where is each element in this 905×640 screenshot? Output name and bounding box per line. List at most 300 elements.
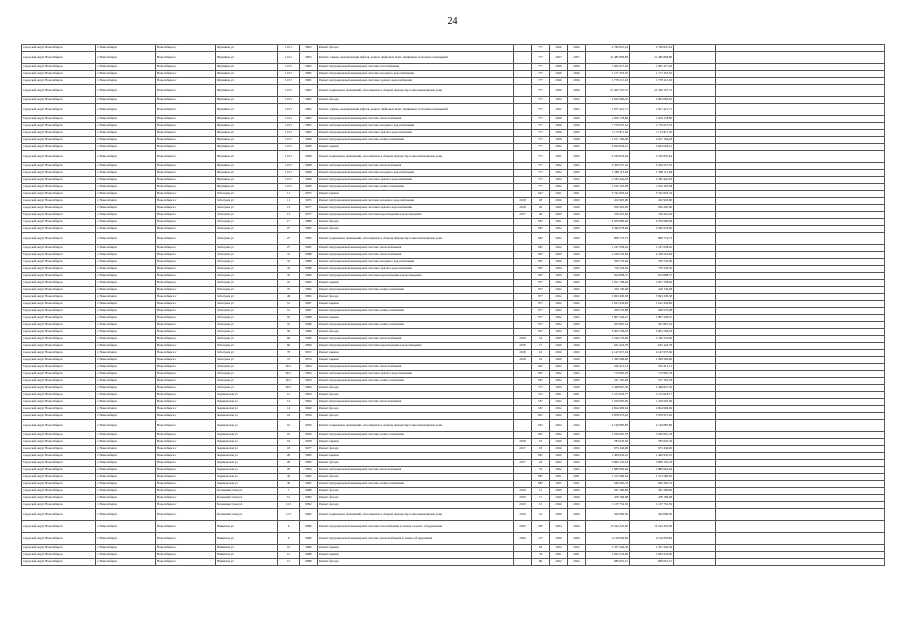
cell-settlement: г. Новосибирск (96, 357, 156, 364)
table-row (22, 198, 885, 205)
cell-year-to: 2021 (568, 392, 586, 399)
cell-cost: 358 745,09 (586, 259, 630, 266)
cell-house: 16 (278, 420, 300, 432)
cell-house: 115/1 (278, 184, 300, 191)
cell-locality: Новосибирск г (156, 259, 216, 266)
cell-house: 115/1 (278, 177, 300, 184)
cell-note (716, 322, 885, 329)
cell-note (716, 502, 885, 509)
cell-work-type: Ремонт внутридомовой инженерной системы горячего водоснабжения (318, 205, 514, 212)
cell-house-code: 9977 (300, 205, 318, 212)
cell-cost-total: 2 844 990,94 (630, 406, 674, 413)
cell-work-type: Ремонт крыши (318, 439, 514, 446)
cell-house: 18 (278, 446, 300, 453)
cell-work-type: Ремонт внутридомовой инженерной системы теплоснабжения (318, 399, 514, 406)
cell-year-built (514, 432, 532, 439)
cell-year-to: 2026 (568, 116, 586, 123)
cell-settlement: г. Новосибирск (96, 273, 156, 280)
cell-note (716, 474, 885, 481)
cell-locality: Новосибирск г (156, 85, 216, 97)
cell-cost-extra (674, 460, 716, 467)
cell-cost-total: 625 424,78 (630, 343, 674, 350)
cell-cost-extra (674, 521, 716, 533)
cell-year-from: 2022 (550, 467, 568, 474)
cell-house: 113/1 (278, 71, 300, 78)
cell-cost-total: 4 147 657,94 (630, 350, 674, 357)
cell-cost: 364 080,30 (586, 509, 630, 521)
cell-cost-extra (674, 226, 716, 233)
cell-cost-total: 478 186,08 (630, 495, 674, 502)
cell-cost: 529 413,12 (586, 364, 630, 371)
table-row (22, 308, 885, 315)
cell-house-code: 9958 (300, 439, 318, 446)
cell-work-type: Ремонт фасада (318, 460, 514, 467)
cell-year-to: 2020 (568, 446, 586, 453)
cell-work-type: Ремонт внутридомовой инженерной системы теплоснабжения и замена оборудования (318, 533, 514, 545)
cell-wear: 877 (532, 329, 550, 336)
cell-wear: 807 (532, 266, 550, 273)
cell-note (716, 184, 885, 191)
cell-house-code: 9968 (300, 144, 318, 151)
cell-year-from: 2022 (550, 399, 568, 406)
cell-note (716, 52, 885, 64)
cell-year-to: 2022 (568, 177, 586, 184)
cell-work-type: Ремонт внутридомовой инженерной системы холодного водоснабжения (318, 198, 514, 205)
cell-locality: Новосибирск г (156, 413, 216, 420)
cell-cost-total: 1 137 752,59 (630, 502, 674, 509)
cell-work-type: Ремонт внутридомовой инженерной системы водоотведения и водоотведения (318, 212, 514, 219)
cell-year-to: 2026 (568, 123, 586, 130)
cell-house-code: 9977 (300, 212, 318, 219)
cell-street: Зыряновская ул (216, 453, 278, 460)
cell-year-to: 2022 (568, 467, 586, 474)
cell-locality: Новосибирск г (156, 502, 216, 509)
cell-cost-extra (674, 350, 716, 357)
table-row (22, 559, 885, 566)
cell-wear: 777 (532, 52, 550, 64)
cell-house-code: 9994 (300, 392, 318, 399)
cell-cost-total: 3 898 135,18 (630, 460, 674, 467)
cell-work-type: Ремонт, замена, модернизация лифтов, ремонт лифтовых шахт, машинных и блочных помещений (318, 52, 514, 64)
cell-cost: 452 995,90 (586, 198, 630, 205)
cell-note (716, 545, 885, 552)
cell-settlement: г. Новосибирск (96, 371, 156, 378)
cell-municipality: городской округ Новосибирск (22, 364, 96, 371)
cell-work-type: Ремонт внутридомовой инженерной системы водоотведения и водоотведения (318, 343, 514, 350)
cell-cost: 2 169 832,64 (586, 151, 630, 163)
cell-cost: 1 843 243,00 (586, 552, 630, 559)
cell-street: Забалуева ул (216, 212, 278, 219)
cell-note (716, 378, 885, 385)
cell-cost-total: 1 807 246,47 (630, 315, 674, 322)
cell-year-to: 2022 (568, 280, 586, 287)
cell-cost: 1 782 442,93 (586, 177, 630, 184)
cell-note (716, 453, 885, 460)
cell-settlement: г. Новосибирск (96, 481, 156, 488)
cell-cost: 1 778 115,63 (586, 78, 630, 85)
cell-street: Никитина ул (216, 559, 278, 566)
cell-house: 55 (278, 322, 300, 329)
cell-street: Забалуева ул (216, 308, 278, 315)
cell-year-to: 2020 (568, 502, 586, 509)
cell-house: 30 (278, 481, 300, 488)
cell-work-type: Ремонт фасада (318, 488, 514, 495)
cell-year-built (514, 151, 532, 163)
cell-note (716, 273, 885, 280)
cell-work-type: Ремонт внутридомовой инженерной системы электроснабжения (318, 481, 514, 488)
cell-settlement: г. Новосибирск (96, 552, 156, 559)
cell-year-to: 2022 (568, 432, 586, 439)
cell-house: 112/1 (278, 45, 300, 52)
cell-cost-total: 814 808,37 (630, 273, 674, 280)
cell-cost-total: 358 745,09 (630, 259, 674, 266)
cell-note (716, 432, 885, 439)
cell-note (716, 151, 885, 163)
cell-wear: 28 (532, 212, 550, 219)
cell-locality: Новосибирск г (156, 71, 216, 78)
cell-house: 35 (278, 273, 300, 280)
cell-year-to: 2020 (568, 495, 586, 502)
cell-year-to: 2020 (568, 357, 586, 364)
cell-cost-total: 1 513 580,02 (630, 474, 674, 481)
cell-cost-extra (674, 198, 716, 205)
cell-work-type: Ремонт подвальных помещений, относящихся к общему имуществу в многоквартирном доме (318, 151, 514, 163)
cell-cost-total: 3 843 200,58 (630, 294, 674, 301)
cell-cost-total: 956 265,00 (630, 205, 674, 212)
cell-house-code: 9985 (300, 233, 318, 245)
cell-house-code: 9977 (300, 446, 318, 453)
cell-settlement: г. Новосибирск (96, 137, 156, 144)
cell-year-from: 2022 (550, 287, 568, 294)
cell-year-built: 2018 (514, 357, 532, 364)
cell-settlement: г. Новосибирск (96, 308, 156, 315)
cell-settlement: г. Новосибирск (96, 488, 156, 495)
cell-year-from: 2026 (550, 78, 568, 85)
cell-cost: 318 455,92 (586, 212, 630, 219)
cell-wear: 16 (532, 509, 550, 521)
cell-cost: 505 881,32 (586, 322, 630, 329)
table-row (22, 123, 885, 130)
cell-house: 51 (278, 308, 300, 315)
cell-cost-total: 1 817 708,46 (630, 280, 674, 287)
table-row (22, 509, 885, 521)
cell-wear: 877 (532, 287, 550, 294)
cell-year-built (514, 301, 532, 308)
table-row (22, 552, 885, 559)
cell-street: Зыряновская ул (216, 460, 278, 467)
cell-street: Забалуева ул (216, 378, 278, 385)
cell-house-code: 9998 (300, 322, 318, 329)
cell-house: 12 (278, 552, 300, 559)
cell-note (716, 45, 885, 52)
cell-year-to: 2022 (568, 371, 586, 378)
cell-year-to: 2022 (568, 104, 586, 116)
cell-settlement: г. Новосибирск (96, 364, 156, 371)
cell-locality: Новосибирск г (156, 545, 216, 552)
cell-work-type: Ремонт крыши (318, 357, 514, 364)
cell-note (716, 252, 885, 259)
table-row (22, 104, 885, 116)
cell-year-from: 2022 (550, 322, 568, 329)
cell-house: 27 (278, 233, 300, 245)
cell-wear: 777 (532, 71, 550, 78)
table-row (22, 163, 885, 170)
cell-locality: Новосибирск г (156, 212, 216, 219)
cell-house: 90/1 (278, 364, 300, 371)
cell-cost: 1 259 605,09 (586, 399, 630, 406)
cell-year-from: 2022 (550, 151, 568, 163)
table-row (22, 446, 885, 453)
cell-settlement: г. Новосибирск (96, 378, 156, 385)
cell-note (716, 71, 885, 78)
cell-note (716, 385, 885, 392)
cell-house-code: 9990 (300, 495, 318, 502)
cell-note (716, 233, 885, 245)
cell-work-type: Ремонт фасада (318, 446, 514, 453)
cell-wear: 777 (532, 137, 550, 144)
cell-municipality: городской округ Новосибирск (22, 521, 96, 533)
cell-cost-extra (674, 151, 716, 163)
cell-municipality: городской округ Новосибирск (22, 78, 96, 85)
cell-wear: 28 (532, 198, 550, 205)
cell-work-type: Ремонт фасада (318, 413, 514, 420)
cell-year-from: 2020 (550, 343, 568, 350)
cell-house-code: 9988 (300, 488, 318, 495)
cell-locality: Новосибирск г (156, 315, 216, 322)
cell-work-type: Ремонт внутридомовой инженерной системы теплоснабжения (318, 336, 514, 343)
cell-cost: 1 177 353,55 (586, 71, 630, 78)
cell-locality: Новосибирск г (156, 287, 216, 294)
cell-year-built (514, 385, 532, 392)
cell-municipality: городской округ Новосибирск (22, 432, 96, 439)
table-row (22, 481, 885, 488)
cell-street: Забалуева ул (216, 266, 278, 273)
cell-street: Забалуева ул (216, 350, 278, 357)
cell-street: Забалуева ул (216, 205, 278, 212)
cell-work-type: Ремонт внутридомовой инженерной системы электроснабжения (318, 322, 514, 329)
cell-settlement: г. Новосибирск (96, 467, 156, 474)
cell-municipality: городской округ Новосибирск (22, 460, 96, 467)
cell-work-type: Ремонт внутридомовой инженерной системы электроснабжения (318, 184, 514, 191)
cell-work-type: Ремонт крыши (318, 315, 514, 322)
cell-year-built (514, 45, 532, 52)
cell-year-built (514, 177, 532, 184)
cell-wear: 63 (532, 545, 550, 552)
cell-street: Большевистская ул (216, 495, 278, 502)
cell-wear: 887 (532, 481, 550, 488)
cell-year-built (514, 123, 532, 130)
cell-cost-total: 418 130,48 (630, 287, 674, 294)
cell-work-type: Ремонт внутридомовой инженерной системы теплоснабжения (318, 163, 514, 170)
cell-work-type: Ремонт внутридомовой инженерной системы холодного водоснабжения (318, 170, 514, 177)
cell-municipality: городской округ Новосибирск (22, 52, 96, 64)
cell-wear: 777 (532, 123, 550, 130)
cell-settlement: г. Новосибирск (96, 336, 156, 343)
cell-wear: 777 (532, 184, 550, 191)
cell-house: 113/1 (278, 64, 300, 71)
cell-locality: Новосибирск г (156, 371, 216, 378)
cell-house: 55 (278, 315, 300, 322)
cell-cost: 675 346,00 (586, 446, 630, 453)
table-row (22, 364, 885, 371)
cell-municipality: городской округ Новосибирск (22, 233, 96, 245)
cell-note (716, 259, 885, 266)
cell-wear: 777 (532, 64, 550, 71)
cell-settlement: г. Новосибирск (96, 266, 156, 273)
cell-note (716, 521, 885, 533)
cell-house: 112/1 (278, 52, 300, 64)
table-row (22, 170, 885, 177)
cell-year-to: 2021 (568, 552, 586, 559)
cell-house-code: 9965 (300, 71, 318, 78)
cell-cost-extra (674, 301, 716, 308)
cell-year-from: 2020 (550, 336, 568, 343)
cell-cost-extra (674, 392, 716, 399)
cell-street: Забалуева ул (216, 343, 278, 350)
cell-municipality: городской округ Новосибирск (22, 191, 96, 198)
cell-cost: 1 657 421,71 (586, 104, 630, 116)
cell-municipality: городской округ Новосибирск (22, 481, 96, 488)
cell-year-built (514, 329, 532, 336)
table-row (22, 329, 885, 336)
cell-note (716, 406, 885, 413)
cell-year-from: 2022 (550, 315, 568, 322)
cell-cost-extra (674, 545, 716, 552)
cell-municipality: городской округ Новосибирск (22, 378, 96, 385)
cell-cost-extra (674, 453, 716, 460)
cell-work-type: Ремонт внутридомовой инженерной системы теплоснабжения (318, 467, 514, 474)
cell-work-type: Ремонт фасада (318, 495, 514, 502)
cell-house: 113/1 (278, 78, 300, 85)
cell-municipality: городской округ Новосибирск (22, 130, 96, 137)
table-row (22, 406, 885, 413)
cell-year-from: 2020 (550, 212, 568, 219)
cell-year-built: 2017 (514, 212, 532, 219)
table-row (22, 266, 885, 273)
cell-municipality: городской округ Новосибирск (22, 495, 96, 502)
cell-municipality: городской округ Новосибирск (22, 385, 96, 392)
cell-locality: Новосибирск г (156, 219, 216, 226)
cell-wear: 17 (532, 343, 550, 350)
cell-year-from: 2026 (550, 130, 568, 137)
cell-note (716, 64, 885, 71)
table-row (22, 226, 885, 233)
cell-locality: Новосибирск г (156, 392, 216, 399)
cell-municipality: городской округ Новосибирск (22, 467, 96, 474)
cell-house: 11/1 (278, 502, 300, 509)
cell-locality: Новосибирск г (156, 163, 216, 170)
table-row (22, 219, 885, 226)
cell-house-code: 9965 (300, 130, 318, 137)
cell-note (716, 280, 885, 287)
cell-municipality: городской округ Новосибирск (22, 545, 96, 552)
cell-cost: 5 742 693,34 (586, 191, 630, 198)
cell-house-code: 9985 (300, 460, 318, 467)
cell-street: Забалуева ул (216, 294, 278, 301)
cell-wear: 777 (532, 78, 550, 85)
cell-street: Забалуева ул (216, 198, 278, 205)
cell-settlement: г. Новосибирск (96, 163, 156, 170)
cell-house: 33 (278, 259, 300, 266)
cell-cost-extra (674, 432, 716, 439)
cell-settlement: г. Новосибирск (96, 533, 156, 545)
cell-house: 115/1 (278, 170, 300, 177)
cell-wear: 15 (532, 502, 550, 509)
cell-work-type: Ремонт фасада (318, 329, 514, 336)
cell-cost: 1 513 580,02 (586, 474, 630, 481)
cell-cost-extra (674, 64, 716, 71)
cell-house-code: 9995 (300, 474, 318, 481)
cell-street: Шукшина ул (216, 123, 278, 130)
cell-house-code: 9965 (300, 64, 318, 71)
cell-street: Никитина ул (216, 521, 278, 533)
cell-note (716, 308, 885, 315)
cell-cost-extra (674, 71, 716, 78)
cell-note (716, 219, 885, 226)
cell-cost: 4 147 657,94 (586, 350, 630, 357)
cell-year-built: 2019 (514, 488, 532, 495)
cell-cost-extra (674, 245, 716, 252)
cell-cost: 1 137 752,59 (586, 502, 630, 509)
cell-cost: 1 388 113,48 (586, 170, 630, 177)
cell-year-to: 2020 (568, 259, 586, 266)
cell-house: 59 (278, 329, 300, 336)
cell-year-from: 2022 (550, 104, 568, 116)
cell-house: 66 (278, 343, 300, 350)
cell-street: Зыряновская ул (216, 481, 278, 488)
cell-cost-extra (674, 205, 716, 212)
cell-year-built (514, 163, 532, 170)
cell-wear: 827 (532, 432, 550, 439)
cell-municipality: городской округ Новосибирск (22, 144, 96, 151)
cell-year-from: 2022 (550, 97, 568, 104)
cell-house: 72 (278, 357, 300, 364)
cell-cost: 1 612 434,82 (586, 301, 630, 308)
cell-municipality: городской округ Новосибирск (22, 399, 96, 406)
cell-locality: Новосибирск г (156, 233, 216, 245)
cell-cost-total: 3 878 975,42 (630, 413, 674, 420)
cell-street: Забалуева ул (216, 287, 278, 294)
cell-locality: Новосибирск г (156, 151, 216, 163)
cell-street: Шукшина ул (216, 184, 278, 191)
cell-house: 27 (278, 245, 300, 252)
cell-year-built (514, 406, 532, 413)
cell-year-to: 2022 (568, 170, 586, 177)
cell-year-built (514, 78, 532, 85)
cell-street: Зыряновская ул (216, 413, 278, 420)
cell-cost: 1 199 270,60 (586, 336, 630, 343)
cell-house: 28 (278, 453, 300, 460)
cell-note (716, 226, 885, 233)
table-row (22, 259, 885, 266)
cell-year-built (514, 170, 532, 177)
cell-year-from: 2026 (550, 123, 568, 130)
cell-locality: Новосибирск г (156, 245, 216, 252)
cell-street: Зыряновская ул (216, 467, 278, 474)
cell-municipality: городской округ Новосибирск (22, 329, 96, 336)
cell-year-built (514, 467, 532, 474)
cell-settlement: г. Новосибирск (96, 116, 156, 123)
cell-work-type: Ремонт фасада (318, 474, 514, 481)
cell-locality: Новосибирск г (156, 116, 216, 123)
cell-cost-total: 1 299 566,60 (630, 357, 674, 364)
cell-year-to: 2020 (568, 533, 586, 545)
cell-locality: Новосибирск г (156, 509, 216, 521)
cell-street: Большевистская ул (216, 488, 278, 495)
cell-house: 113/1 (278, 130, 300, 137)
cell-municipality: городской округ Новосибирск (22, 343, 96, 350)
cell-cost-total: 675 346,00 (630, 446, 674, 453)
